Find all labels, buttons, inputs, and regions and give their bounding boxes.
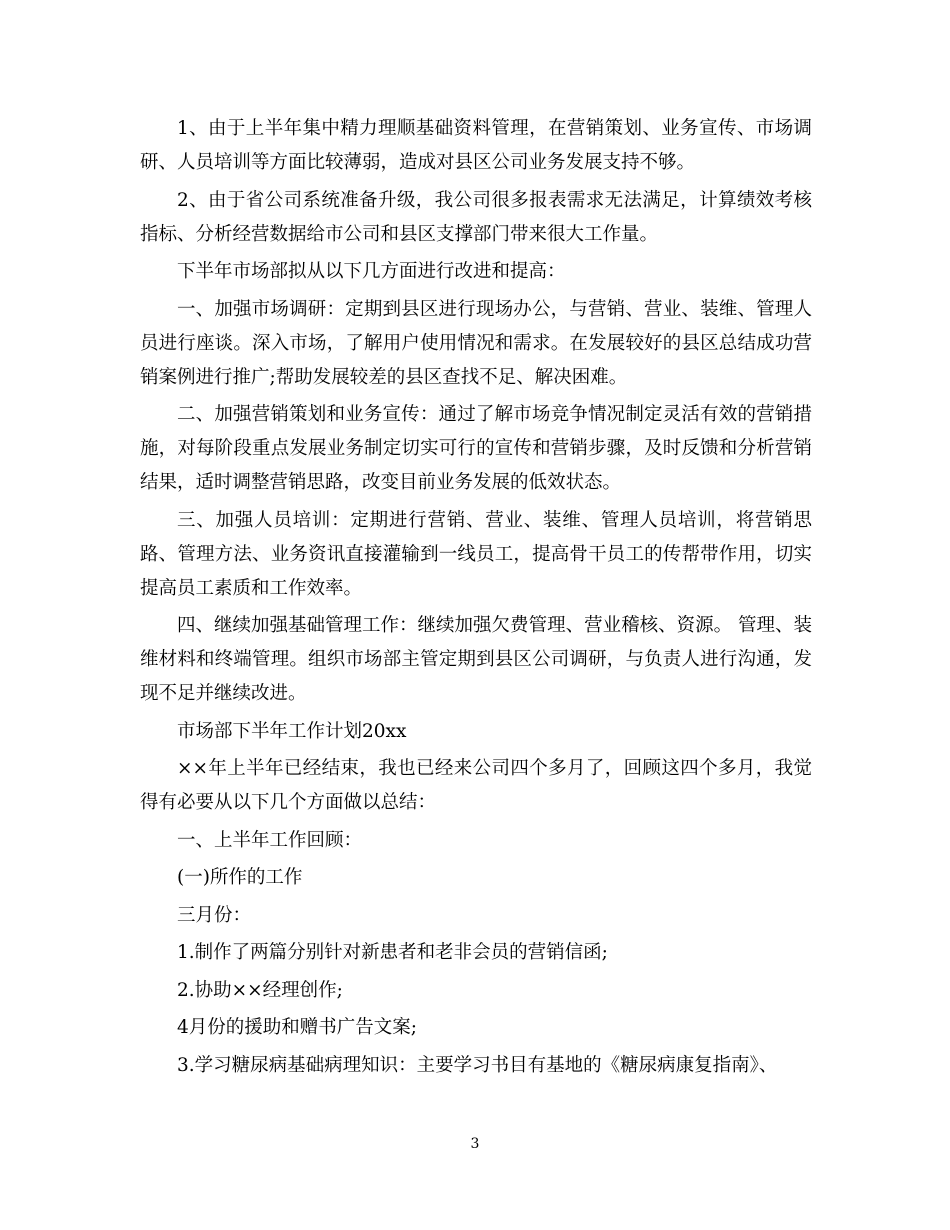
paragraph-9: ××年上半年已经结束，我也已经来公司四个多月了，回顾这四个多月，我觉得有必要从以下几个方面做以总结：	[140, 758, 812, 813]
paragraph-1: 1、由于上半年集中精力理顺基础资料管理，在营销策划、业务宣传、市场调研、人员培训等方面比较薄弱，造成对县区公司业务发展支持不够。	[140, 118, 812, 173]
page-number: 3	[470, 1136, 480, 1152]
paragraph-6: 三、加强人员培训：定期进行营销、营业、装维、管理人员培训，将营销思路、管理方法、业务资讯直接灌输到一线员工，提高骨干员工的传帮带作用，切实提高员工素质和工作效率。	[140, 509, 812, 599]
paragraph-7: 四、继续加强基础管理工作：继续加强欠费管理、营业稽核、资源。 管理、装维材料和终端管理。组织市场部主管定期到县区公司调研，与负责人进行沟通，发现不足并继续改进。	[140, 615, 812, 704]
document-body	[140, 112, 812, 1086]
subsection-heading-work: (一)所作的工作	[177, 867, 303, 888]
section-heading-review: 一、上半年工作回顾：	[177, 829, 363, 851]
list-item-1: 1.制作了两篇分别针对新患者和老非会员的营销信函;	[177, 942, 608, 963]
list-item-2-continued: 4月份的援助和赠书广告文案;	[177, 1017, 418, 1038]
paragraph-3: 下半年市场部拟从以下几方面进行改进和提高：	[177, 261, 566, 282]
list-item-3: 3.学习糖尿病基础病理知识：主要学习书目有基地的《糖尿病康复指南》、	[177, 1054, 778, 1076]
paragraph-2: 2、由于省公司系统准备升级，我公司很多报表需求无法满足，计算绩效考核指标、分析经营数据给市公司和县区支撑部门带来很大工作量。	[140, 189, 812, 245]
list-item-2: 2.协助××经理创作;	[177, 979, 343, 1001]
paragraph-4: 一、加强市场调研：定期到县区进行现场办公，与营销、营业、装维、管理人员进行座谈。深入市场，了解用户使用情况和需求。在发展较好的县区总结成功营销案例进行推广;帮助发展较差的县区查找不足、解决困难。	[140, 298, 812, 388]
section-heading-plan: 市场部下半年工作计划20xx	[177, 720, 407, 742]
paragraph-5: 二、加强营销策划和业务宣传：通过了解市场竞争情况制定灵活有效的营销措施，对每阶段重点发展业务制定切实可行的宣传和营销步骤，及时反馈和分析营销结果，适时调整营销思路，改变目前业务发展的低效状态。	[140, 404, 812, 493]
month-heading-march: 三月份：	[177, 904, 252, 926]
